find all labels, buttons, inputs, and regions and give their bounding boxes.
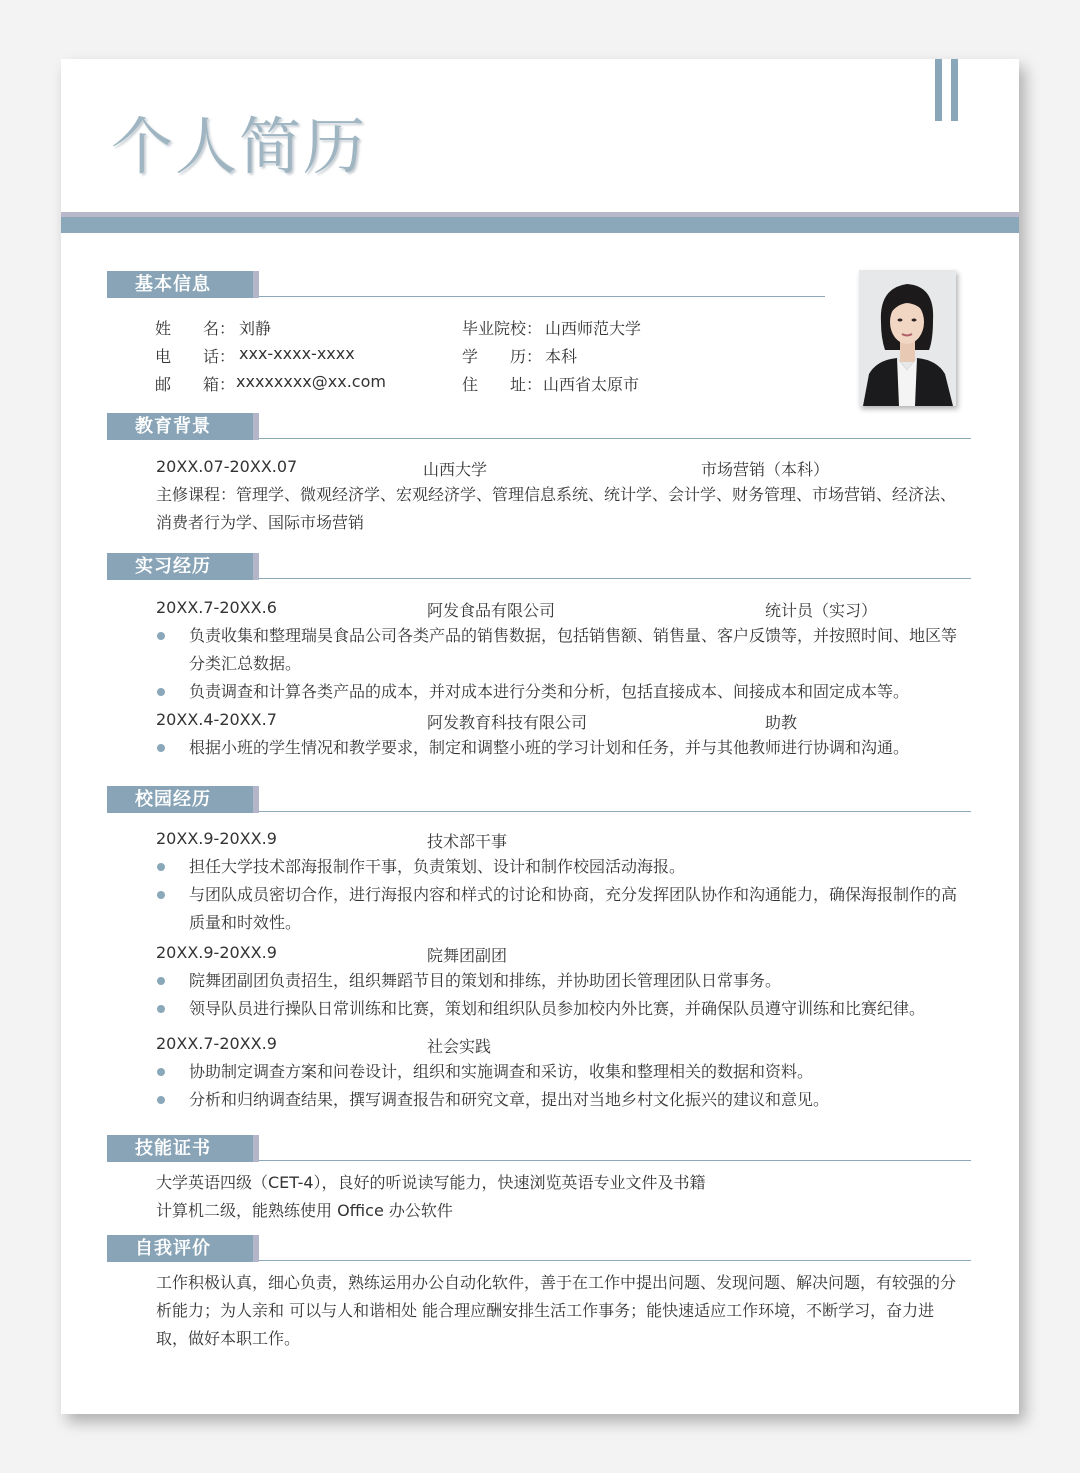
email-label: 箱： [203, 375, 236, 394]
address-value: 山西省太原市 [543, 375, 640, 394]
email-value: xxxxxxxx@xx.com [236, 372, 386, 391]
bullet-icon [157, 1005, 165, 1013]
section-divider [259, 1160, 971, 1161]
section-tab [253, 553, 259, 580]
section-tab [253, 271, 259, 298]
section-title: 自我评价 [107, 1235, 253, 1262]
bullet-icon [157, 891, 165, 899]
bullet-icon [157, 744, 165, 752]
campus-period: 20XX.9-20XX.9 [156, 943, 277, 962]
campus-bullet: 分析和归纳调查结果，撰写调查报告和研究文章，提出对当地乡村文化振兴的建议和意见。 [189, 1090, 830, 1109]
corner-decoration-bar [951, 59, 958, 121]
section-divider [259, 1260, 971, 1261]
internship-period: 20XX.4-20XX.7 [156, 710, 277, 729]
phone-value: xxx-xxxx-xxxx [239, 344, 355, 363]
internship-role: 助教 [765, 713, 798, 732]
phone-label: 电 [155, 347, 172, 366]
campus-bullet: 担任大学技术部海报制作干事，负责策划、设计和制作校园活动海报。 [189, 857, 686, 876]
campus-bullet: 协助制定调查方案和问卷设计，组织和实施调查和采访，收集和整理相关的数据和资料。 [189, 1062, 814, 1081]
internship-org: 阿发教育科技有限公司 [427, 713, 588, 732]
bullet-icon [157, 688, 165, 696]
resume-page [61, 59, 1019, 1414]
section-divider [259, 296, 825, 297]
section-tab [253, 413, 259, 440]
campus-role: 院舞团副团 [427, 946, 508, 965]
degree-label: 历： [510, 347, 543, 366]
section-divider [259, 578, 971, 579]
campus-period: 20XX.7-20XX.9 [156, 1034, 277, 1053]
education-school: 山西大学 [423, 460, 488, 479]
name-label: 名： [203, 319, 236, 338]
bullet-icon [157, 977, 165, 985]
internship-period: 20XX.7-20XX.6 [156, 598, 277, 617]
self-evaluation: 工作积极认真，细心负责，熟练运用办公自动化软件，善于在工作中提出问题、发现问题、解决问题，有较强的分析能力；为人亲和 可以与人和谐相处 能合理应酬安排生活工作事务；能快速适应工作环境，不断学习，奋力进取，做好本职工作。 [156, 1273, 957, 1348]
page-title: 个人简历 [111, 110, 368, 183]
internship-bullet: 负责调查和计算各类产品的成本，并对成本进行分类和分析，包括直接成本、间接成本和固定成本等。 [189, 682, 910, 701]
bullet-icon [157, 863, 165, 871]
internship-role: 统计员（实习） [765, 601, 878, 620]
section-title: 基本信息 [107, 271, 253, 298]
section-tab [253, 786, 259, 813]
name-value: 刘静 [239, 319, 272, 338]
campus-bullet: 与团队成员密切合作，进行海报内容和样式的讨论和协商，充分发挥团队协作和沟通能力，确保海报制作的高质量和时效性。 [189, 885, 958, 932]
campus-bullet: 领导队员进行操队日常训练和比赛，策划和组织队员参加校内外比赛，并确保队员遵守训练和比赛纪律。 [189, 999, 926, 1018]
campus-role: 社会实践 [427, 1037, 492, 1056]
profile-photo-illustration [859, 270, 956, 406]
education-courses: 主修课程：管理学、微观经济学、宏观经济学、管理信息系统、统计学、会计学、财务管理、市场营销、经济法、消费者行为学、国际市场营销 [156, 485, 957, 532]
section-tab [253, 1235, 259, 1262]
address-label: 址： [510, 375, 543, 394]
corner-decoration-bar [935, 59, 942, 121]
skill-item: 计算机二级，能熟练使用 Office 办公软件 [156, 1201, 453, 1220]
campus-period: 20XX.9-20XX.9 [156, 829, 277, 848]
name-label: 姓 [155, 319, 172, 338]
profile-photo [859, 270, 956, 406]
bullet-icon [157, 632, 165, 640]
internship-org: 阿发食品有限公司 [427, 601, 556, 620]
bullet-icon [157, 1068, 165, 1076]
header-band [61, 217, 1019, 233]
section-divider [259, 811, 971, 812]
campus-bullet: 院舞团副团负责招生，组织舞蹈节目的策划和排练，并协助团长管理团队日常事务。 [189, 971, 782, 990]
campus-role: 技术部干事 [427, 832, 508, 851]
education-major: 市场营销（本科） [701, 460, 830, 479]
skill-item: 大学英语四级（CET-4），良好的听说读写能力，快速浏览英语专业文件及书籍 [156, 1173, 706, 1192]
internship-bullet: 根据小班的学生情况和教学要求，制定和调整小班的学习计划和任务，并与其他教师进行协调和沟通。 [189, 738, 910, 757]
degree-label: 学 [462, 347, 479, 366]
education-period: 20XX.07-20XX.07 [156, 457, 298, 476]
section-divider [259, 438, 971, 439]
section-title: 教育背景 [107, 413, 253, 440]
phone-label: 话： [203, 347, 236, 366]
section-tab [253, 1135, 259, 1162]
degree-value: 本科 [545, 347, 578, 366]
email-label: 邮 [155, 375, 172, 394]
address-label: 住 [462, 375, 479, 394]
internship-bullet: 负责收集和整理瑞昊食品公司各类产品的销售数据，包括销售额、销售量、客户反馈等，并按照时间、地区等分类汇总数据。 [189, 626, 958, 673]
school-label: 毕业院校： [462, 319, 543, 338]
section-title: 实习经历 [107, 553, 253, 580]
school-value: 山西师范大学 [545, 319, 642, 338]
section-title: 技能证书 [107, 1135, 253, 1162]
bullet-icon [157, 1096, 165, 1104]
section-title: 校园经历 [107, 786, 253, 813]
